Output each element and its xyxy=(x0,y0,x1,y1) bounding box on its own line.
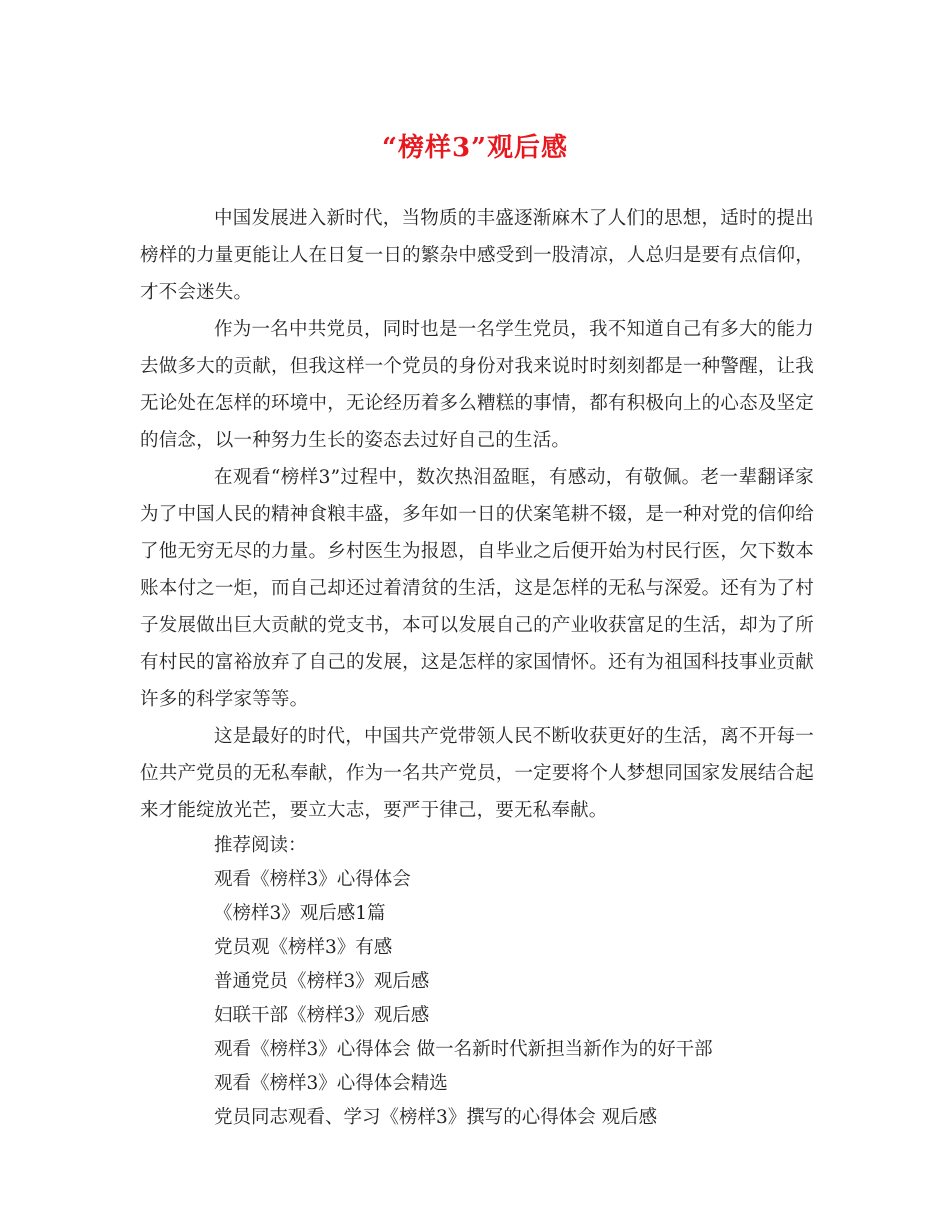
reading-link[interactable]: 妇联干部《榜样3》观后感 xyxy=(214,1005,430,1026)
recommended-reading-heading: 推荐阅读： xyxy=(214,835,307,856)
reading-link[interactable]: 普通党员《榜样3》观后感 xyxy=(214,971,430,992)
paragraph-2: 作为一名中共党员，同时也是一名学生党员，我不知道自己有多大的能力去做多大的贡献，但我这样一个党员的身份对我来说时时刻刻都是一种警醒，让我无论处在怎样的环境中，无论经历着多么糟糕的事情，都有积极向上的心态及坚定的信念，以一种努力生长的姿态去过好自己的生活。 xyxy=(140,319,814,451)
reading-link[interactable]: 观看《榜样3》心得体会 xyxy=(214,869,411,890)
reading-link[interactable]: 党员同志观看、学习《榜样3》撰写的心得体会 观后感 xyxy=(214,1107,658,1128)
paragraph-4: 这是最好的时代，中国共产党带领人民不断收获更好的生活，离不开每一位共产党员的无私奉献，作为一名共产党员，一定要将个人梦想同国家发展结合起来才能绽放光芒，要立大志，要严于律己，要无私奉献。 xyxy=(140,726,814,821)
reading-link[interactable]: 观看《榜样3》心得体会 做一名新时代新担当新作为的好干部 xyxy=(214,1039,713,1060)
recommended-reading-list xyxy=(140,863,814,1135)
document-title: “榜样3”观后感 xyxy=(381,133,568,163)
reading-link[interactable]: 党员观《榜样3》有感 xyxy=(214,937,393,958)
reading-link[interactable]: 观看《榜样3》心得体会精选 xyxy=(214,1073,448,1094)
paragraph-1: 中国发展进入新时代，当物质的丰盛逐渐麻木了人们的思想，适时的提出榜样的力量更能让人在日复一日的繁杂中感受到一股清凉，人总归是要有点信仰，才不会迷失。 xyxy=(140,208,814,303)
document-body xyxy=(140,200,814,1135)
reading-link[interactable]: 《榜样3》观后感1篇 xyxy=(214,903,386,924)
paragraph-3: 在观看“榜样3”过程中，数次热泪盈眶，有感动，有敬佩。老一辈翻译家为了中国人民的精神食粮丰盛，多年如一日的伏案笔耕不辍，是一种对党的信仰给了他无穷无尽的力量。乡村医生为报恩，自毕业之后便开始为村民行医，欠下数本账本付之一炬，而自己却还过着清贫的生活，这是怎样的无私与深爱。还有为了村子发展做出巨大贡献的党支书，本可以发展自己的产业收获富足的生活，却为了所有村民的富裕放弃了自己的发展，这是怎样的家国情怀。还有为祖国科技事业贡献许多的科学家等等。 xyxy=(140,467,814,710)
